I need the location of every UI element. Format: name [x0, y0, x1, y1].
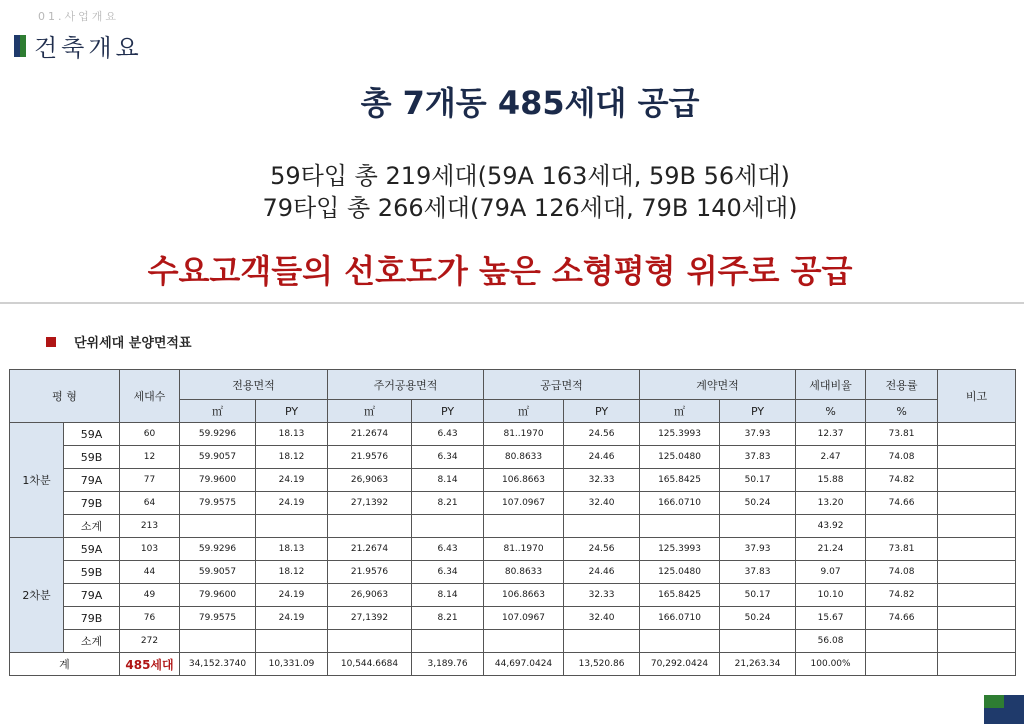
title-marker-icon: [14, 35, 26, 57]
data-cell: 81..1970: [484, 423, 564, 446]
total-cell: 3,189.76: [412, 653, 484, 676]
data-cell: [938, 607, 1016, 630]
data-cell: 6.43: [412, 423, 484, 446]
total-cell: 100.00%: [796, 653, 866, 676]
empty-cell: [564, 515, 640, 538]
unit-py: PY: [720, 400, 796, 423]
data-cell: 32.40: [564, 607, 640, 630]
data-cell: [938, 584, 1016, 607]
data-cell: 73.81: [866, 423, 938, 446]
data-cell: 74.08: [866, 561, 938, 584]
data-cell: 24.19: [256, 492, 328, 515]
subtotal-label: 소계: [64, 630, 120, 653]
data-cell: 106.8663: [484, 469, 564, 492]
total-cell: 34,152.3740: [180, 653, 256, 676]
data-cell: 12.37: [796, 423, 866, 446]
total-cell: 10,544.6684: [328, 653, 412, 676]
data-cell: 27,1392: [328, 607, 412, 630]
data-cell: 32.33: [564, 469, 640, 492]
data-cell: [938, 469, 1016, 492]
data-cell: 165.8425: [640, 469, 720, 492]
data-cell: 59.9057: [180, 446, 256, 469]
area-table: [9, 369, 1016, 676]
subtotal-row: [10, 630, 1016, 653]
data-cell: 50.17: [720, 584, 796, 607]
table-title: 단위세대 분양면적표: [74, 336, 192, 351]
data-cell: 107.0967: [484, 492, 564, 515]
header-shared: 주거공용면적: [328, 370, 484, 400]
square-bullet-icon: [46, 337, 56, 347]
empty-cell: [180, 515, 256, 538]
empty-cell: [866, 630, 938, 653]
total-row: [10, 653, 1016, 676]
data-cell: 106.8663: [484, 584, 564, 607]
data-cell: [938, 538, 1016, 561]
data-cell: 26,9063: [328, 584, 412, 607]
empty-cell: [412, 630, 484, 653]
data-cell: 8.21: [412, 492, 484, 515]
data-cell: 81..1970: [484, 538, 564, 561]
data-cell: 24.19: [256, 607, 328, 630]
data-cell: 64: [120, 492, 180, 515]
data-cell: 49: [120, 584, 180, 607]
data-cell: 37.93: [720, 538, 796, 561]
data-cell: 125.3993: [640, 538, 720, 561]
unit-py: PY: [412, 400, 484, 423]
data-cell: 6.34: [412, 561, 484, 584]
data-cell: [938, 561, 1016, 584]
data-cell: 74.08: [866, 446, 938, 469]
table-row: [10, 423, 1016, 446]
data-cell: 12: [120, 446, 180, 469]
type-cell: 79B: [64, 607, 120, 630]
type-cell: 59B: [64, 446, 120, 469]
table-row: [10, 492, 1016, 515]
data-cell: 60: [120, 423, 180, 446]
data-cell: [938, 423, 1016, 446]
data-cell: 125.0480: [640, 446, 720, 469]
data-cell: 6.34: [412, 446, 484, 469]
unit-py: PY: [564, 400, 640, 423]
data-cell: 74.66: [866, 607, 938, 630]
empty-cell: [720, 630, 796, 653]
table-row: [10, 561, 1016, 584]
data-cell: 24.46: [564, 446, 640, 469]
header-type: 평 형: [10, 370, 120, 423]
data-cell: 37.83: [720, 561, 796, 584]
headline: 총 7개동 485세대 공급: [360, 84, 700, 122]
group-label: 2차분: [10, 538, 64, 653]
subtotal-households: 213: [120, 515, 180, 538]
data-cell: 50.17: [720, 469, 796, 492]
header-exclusive: 전용면적: [180, 370, 328, 400]
unit-m2: ㎡: [640, 400, 720, 423]
data-cell: 166.0710: [640, 492, 720, 515]
data-cell: 18.12: [256, 446, 328, 469]
unit-m2: ㎡: [484, 400, 564, 423]
data-cell: 18.13: [256, 423, 328, 446]
data-cell: 166.0710: [640, 607, 720, 630]
data-cell: 74.82: [866, 469, 938, 492]
data-cell: 21.2674: [328, 423, 412, 446]
type-cell: 79B: [64, 492, 120, 515]
data-cell: 32.40: [564, 492, 640, 515]
table-row: [10, 584, 1016, 607]
type79-summary: 79타입 총 266세대(79A 126세대, 79B 140세대): [262, 194, 798, 222]
data-cell: 73.81: [866, 538, 938, 561]
empty-cell: [484, 630, 564, 653]
subtotal-label: 소계: [64, 515, 120, 538]
data-cell: 24.56: [564, 423, 640, 446]
data-cell: 59.9057: [180, 561, 256, 584]
empty-cell: [938, 630, 1016, 653]
empty-cell: [412, 515, 484, 538]
table-row: [10, 538, 1016, 561]
total-label: 계: [10, 653, 120, 676]
section-title: 건축개요: [34, 34, 143, 62]
data-cell: 79.9575: [180, 492, 256, 515]
empty-cell: [720, 515, 796, 538]
unit-m2: ㎡: [328, 400, 412, 423]
header-note: 비고: [938, 370, 1016, 423]
data-cell: 103: [120, 538, 180, 561]
subtotal-ratio: 56.08: [796, 630, 866, 653]
unit-pct: %: [866, 400, 938, 423]
data-cell: 15.88: [796, 469, 866, 492]
type-cell: 59A: [64, 423, 120, 446]
total-cell: 70,292.0424: [640, 653, 720, 676]
unit-m2: ㎡: [180, 400, 256, 423]
data-cell: 59.9296: [180, 423, 256, 446]
data-cell: 8.14: [412, 469, 484, 492]
data-cell: 8.14: [412, 584, 484, 607]
data-cell: 6.43: [412, 538, 484, 561]
type-cell: 79A: [64, 584, 120, 607]
header-ratio: 세대비율: [796, 370, 866, 400]
data-cell: 79.9575: [180, 607, 256, 630]
type-cell: 59A: [64, 538, 120, 561]
data-cell: 79.9600: [180, 584, 256, 607]
table-row: [10, 607, 1016, 630]
unit-pct: %: [796, 400, 866, 423]
data-cell: 107.0967: [484, 607, 564, 630]
data-cell: 79.9600: [180, 469, 256, 492]
data-cell: 24.19: [256, 584, 328, 607]
data-cell: 27,1392: [328, 492, 412, 515]
data-cell: 44: [120, 561, 180, 584]
data-cell: [938, 492, 1016, 515]
empty-cell: [256, 630, 328, 653]
group-label: 1차분: [10, 423, 64, 538]
header-supply: 공급면적: [484, 370, 640, 400]
empty-cell: [866, 515, 938, 538]
data-cell: 50.24: [720, 607, 796, 630]
header-households: 세대수: [120, 370, 180, 423]
data-cell: 125.3993: [640, 423, 720, 446]
total-cell: 13,520.86: [564, 653, 640, 676]
data-cell: 18.12: [256, 561, 328, 584]
corner-logo-icon: [984, 695, 1024, 724]
subtotal-row: [10, 515, 1016, 538]
data-cell: 26,9063: [328, 469, 412, 492]
data-cell: 59.9296: [180, 538, 256, 561]
data-cell: 2.47: [796, 446, 866, 469]
type59-summary: 59타입 총 219세대(59A 163세대, 59B 56세대): [270, 162, 790, 190]
emphasis-statement: 수요고객들의 선호도가 높은 소형평형 위주로 공급: [147, 252, 853, 290]
data-cell: 24.56: [564, 538, 640, 561]
empty-cell: [328, 630, 412, 653]
data-cell: 76: [120, 607, 180, 630]
empty-cell: [256, 515, 328, 538]
table-row: [10, 469, 1016, 492]
data-cell: 9.07: [796, 561, 866, 584]
total-households: 485세대: [120, 653, 180, 676]
divider: [0, 302, 1024, 304]
empty-cell: [640, 630, 720, 653]
section-header: [14, 28, 143, 63]
section-number: 01.사업개요: [38, 10, 119, 23]
data-cell: 80.8633: [484, 446, 564, 469]
data-cell: [938, 446, 1016, 469]
total-cell: [938, 653, 1016, 676]
type-cell: 59B: [64, 561, 120, 584]
data-cell: 21.2674: [328, 538, 412, 561]
data-cell: 13.20: [796, 492, 866, 515]
data-cell: 21.9576: [328, 561, 412, 584]
empty-cell: [328, 515, 412, 538]
subtotal-households: 272: [120, 630, 180, 653]
data-cell: 21.9576: [328, 446, 412, 469]
data-cell: 74.66: [866, 492, 938, 515]
empty-cell: [564, 630, 640, 653]
table-label: [46, 332, 192, 351]
table-row: [10, 446, 1016, 469]
data-cell: 77: [120, 469, 180, 492]
empty-cell: [180, 630, 256, 653]
data-cell: 8.21: [412, 607, 484, 630]
total-cell: 44,697.0424: [484, 653, 564, 676]
data-cell: 24.19: [256, 469, 328, 492]
data-cell: 24.46: [564, 561, 640, 584]
total-cell: [866, 653, 938, 676]
total-cell: 10,331.09: [256, 653, 328, 676]
empty-cell: [640, 515, 720, 538]
header-usage: 전용률: [866, 370, 938, 400]
data-cell: 37.93: [720, 423, 796, 446]
data-cell: 125.0480: [640, 561, 720, 584]
data-cell: 74.82: [866, 584, 938, 607]
data-cell: 80.8633: [484, 561, 564, 584]
data-cell: 10.10: [796, 584, 866, 607]
data-cell: 21.24: [796, 538, 866, 561]
header-contract: 계약면적: [640, 370, 796, 400]
type-cell: 79A: [64, 469, 120, 492]
total-cell: 21,263.34: [720, 653, 796, 676]
empty-cell: [938, 515, 1016, 538]
data-cell: 15.67: [796, 607, 866, 630]
subtotal-ratio: 43.92: [796, 515, 866, 538]
data-cell: 18.13: [256, 538, 328, 561]
unit-py: PY: [256, 400, 328, 423]
data-cell: 165.8425: [640, 584, 720, 607]
data-cell: 37.83: [720, 446, 796, 469]
data-cell: 32.33: [564, 584, 640, 607]
data-cell: 50.24: [720, 492, 796, 515]
empty-cell: [484, 515, 564, 538]
